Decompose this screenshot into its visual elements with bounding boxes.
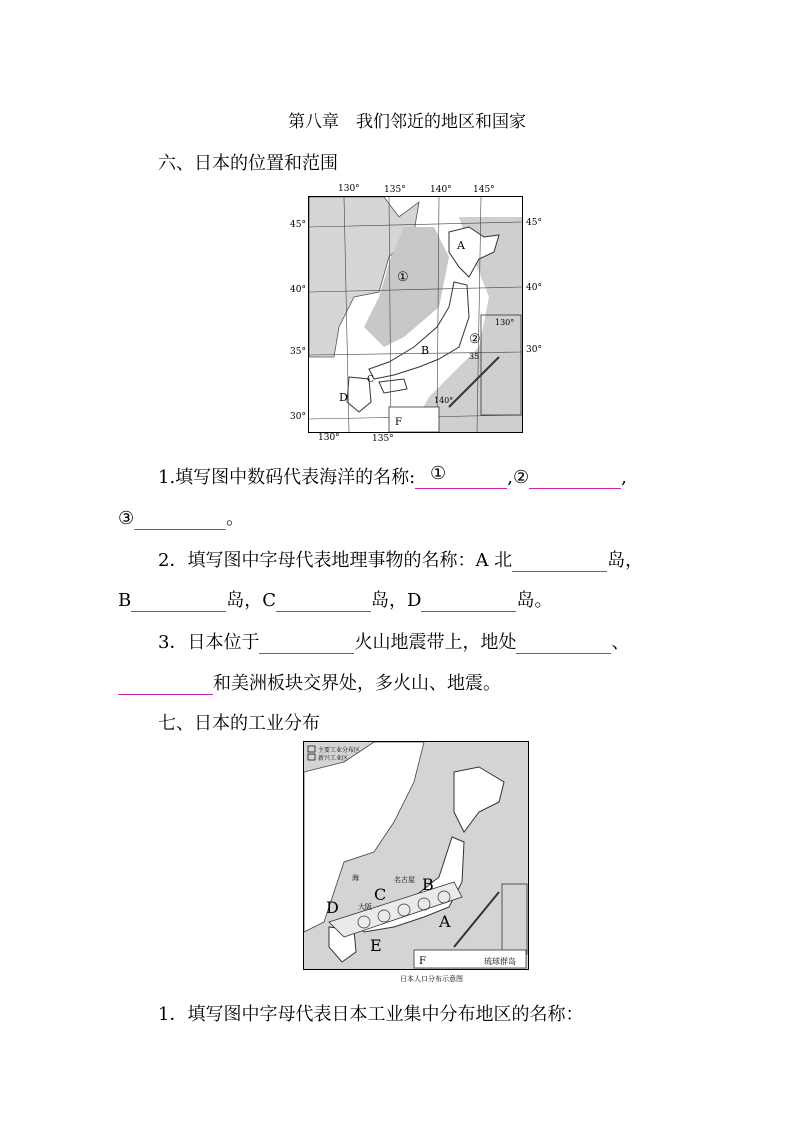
lat-30-left: 30° [290, 412, 306, 422]
inner-lat: 35 [469, 352, 480, 361]
lon-130-bottom: 130° [318, 433, 340, 443]
map2-caption: 日本人口分布示意图 [400, 975, 463, 983]
lat-45-right: 45° [526, 218, 542, 228]
label-c: C [367, 375, 374, 385]
q1-m1: ① [430, 463, 447, 484]
chapter-title: 第八章 我们邻近的地区和国家 [288, 112, 526, 132]
question-3 [158, 628, 629, 654]
q1-prefix: 1.填写图中数码代表海洋的名称: [158, 467, 416, 488]
q3-prefix: 3．日本位于 [158, 632, 260, 653]
circle-1: ① [397, 270, 409, 285]
q3-mid: 火山地震带上，地处 [354, 632, 517, 653]
label-b: B [421, 344, 430, 357]
q1-end: 。 [226, 508, 245, 529]
legend-1: 主要工业分布区 [318, 747, 361, 754]
industry-question-1: 1．填写图中字母代表日本工业集中分布地区的名称： [158, 1004, 584, 1025]
q2-island-b: 岛， [226, 590, 263, 611]
lat-30-right: 30° [526, 345, 542, 355]
label-d-2: D [326, 898, 339, 917]
q2-island: 岛， [607, 550, 644, 571]
answer-blank-a[interactable] [512, 551, 607, 572]
lon-135-top: 135° [384, 185, 406, 195]
lat-40-left: 40° [290, 285, 306, 295]
answer-blank-belt[interactable] [259, 633, 354, 654]
section-heading: 六、日本的位置和范围 [158, 153, 338, 174]
japan-industry-map [303, 741, 529, 970]
city-label: 名古屋 [394, 876, 415, 884]
japan-location-map [308, 196, 523, 433]
lat-35-left: 35° [290, 347, 306, 357]
q2-end: 岛。 [516, 590, 553, 611]
question-2 [158, 546, 643, 572]
answer-blank-plate1[interactable] [516, 633, 611, 654]
q1-m2: ② [512, 467, 530, 488]
q1-sep1: , [507, 467, 513, 488]
q2-d: D [407, 590, 422, 611]
osaka-label: 大阪 [358, 903, 372, 911]
answer-blank-3[interactable] [134, 509, 226, 530]
lon-130-top: 130° [338, 184, 360, 194]
answer-blank-plate2[interactable] [118, 674, 213, 695]
inset-f: F [395, 417, 402, 428]
q2-prefix: 2．填写图中字母代表地理事物的名称：A 北 [158, 550, 513, 571]
label-b-2: B [422, 875, 434, 894]
japan-location-map-svg [309, 197, 522, 432]
answer-blank-c[interactable] [276, 591, 371, 612]
lon-145-top: 145° [473, 185, 495, 195]
label-e-2: E [370, 936, 382, 955]
q2-island-c: 岛， [371, 590, 408, 611]
label-c-2: C [374, 885, 387, 904]
section-heading-industry: 七、日本的工业分布 [158, 713, 320, 734]
lon-140-top: 140° [430, 185, 452, 195]
q2-c: C [262, 590, 277, 611]
sea-label: 海 [352, 874, 359, 882]
label-a-2: A [439, 912, 451, 931]
q1-sep2: , [621, 467, 627, 488]
question-1 [158, 463, 627, 489]
label-d: D [339, 391, 348, 404]
inset-label-2: 琉球群岛 [484, 957, 516, 966]
question-1-cont [118, 504, 244, 530]
inset-f-2: F [419, 956, 426, 967]
lat-45-left: 45° [290, 220, 306, 230]
answer-blank-b[interactable] [131, 591, 226, 612]
circle-2: ② [469, 332, 481, 347]
inset-lon: 130° [495, 318, 515, 327]
label-a: A [457, 239, 465, 252]
q3-end: 和美洲板块交界处，多火山、地震。 [213, 673, 501, 694]
q3-comma: 、 [611, 632, 630, 653]
shikoku [379, 379, 407, 393]
japan-industry-map-svg [304, 742, 528, 969]
question-3-cont [118, 669, 501, 695]
lon-135-bottom: 135° [372, 434, 394, 444]
legend-2: 新兴工业区 [318, 755, 349, 762]
q2-b: B [118, 590, 132, 611]
answer-blank-d[interactable] [421, 591, 516, 612]
inner-lon: 140° [434, 396, 454, 405]
answer-blank-2[interactable] [529, 468, 621, 489]
lat-40-right: 40° [526, 283, 542, 293]
q1-m3: ③ [118, 508, 135, 529]
question-2-cont [118, 586, 552, 612]
